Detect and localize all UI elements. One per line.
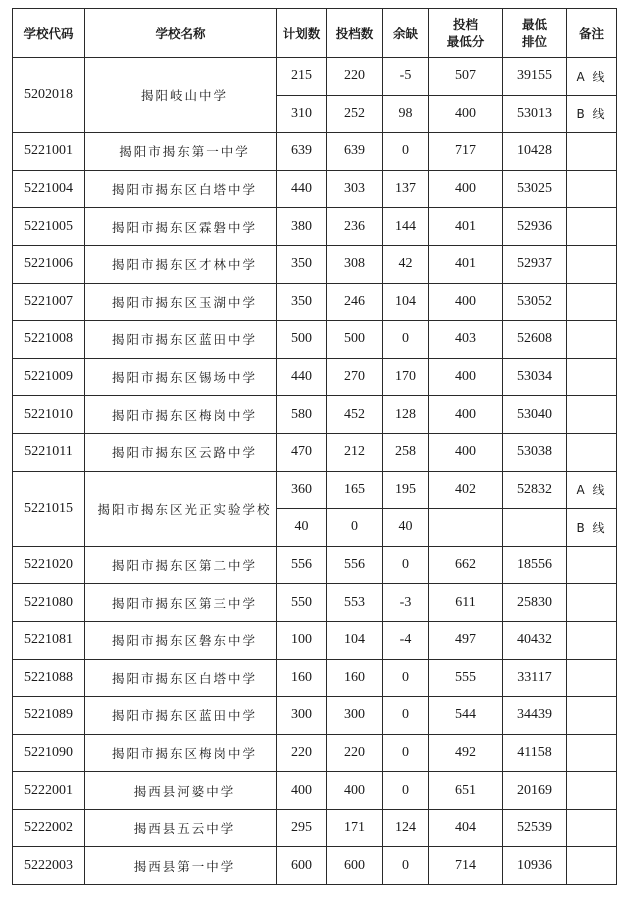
cell-remaining: 0 xyxy=(383,734,429,772)
cell-min-score: 651 xyxy=(429,772,503,810)
cell-min-rank: 52608 xyxy=(503,321,567,359)
cell-note: A 线 xyxy=(567,58,617,96)
table-row xyxy=(13,133,617,171)
cell-min-rank: 52832 xyxy=(503,471,567,509)
cell-min-rank xyxy=(503,509,567,547)
cell-school-name: 揭阳市揭东区梅岗中学 xyxy=(85,734,277,772)
cell-min-rank: 20169 xyxy=(503,772,567,810)
cell-min-score: 404 xyxy=(429,809,503,847)
cell-admitted-count: 600 xyxy=(327,847,383,885)
cell-note xyxy=(567,584,617,622)
cell-plan-count: 350 xyxy=(277,245,327,283)
cell-school-name: 揭阳市揭东第一中学 xyxy=(85,133,277,171)
cell-plan-count: 500 xyxy=(277,321,327,359)
cell-plan-count: 300 xyxy=(277,697,327,735)
cell-remaining: 137 xyxy=(383,170,429,208)
cell-min-score: 717 xyxy=(429,133,503,171)
cell-school-name: 揭阳岐山中学 xyxy=(85,58,277,133)
cell-remaining: 104 xyxy=(383,283,429,321)
cell-min-rank: 52937 xyxy=(503,245,567,283)
cell-min-score: 611 xyxy=(429,584,503,622)
cell-school-code: 5221015 xyxy=(13,471,85,546)
cell-remaining: 42 xyxy=(383,245,429,283)
cell-note xyxy=(567,396,617,434)
cell-school-code: 5221081 xyxy=(13,621,85,659)
cell-note xyxy=(567,697,617,735)
cell-plan-count: 440 xyxy=(277,358,327,396)
table-row xyxy=(13,170,617,208)
cell-admitted-count: 303 xyxy=(327,170,383,208)
cell-remaining: 0 xyxy=(383,133,429,171)
table-row xyxy=(13,396,617,434)
cell-note: B 线 xyxy=(567,509,617,547)
cell-remaining: 0 xyxy=(383,772,429,810)
cell-admitted-count: 308 xyxy=(327,245,383,283)
cell-admitted-count: 220 xyxy=(327,58,383,96)
cell-min-score: 400 xyxy=(429,433,503,471)
table-row xyxy=(13,734,617,772)
header-min-rank-line2: 排位 xyxy=(521,34,547,49)
cell-note: A 线 xyxy=(567,471,617,509)
cell-remaining: 0 xyxy=(383,659,429,697)
cell-min-score: 497 xyxy=(429,621,503,659)
cell-admitted-count: 0 xyxy=(327,509,383,547)
cell-admitted-count: 556 xyxy=(327,546,383,584)
cell-plan-count: 440 xyxy=(277,170,327,208)
header-admitted-count: 投档数 xyxy=(327,9,383,58)
cell-note xyxy=(567,734,617,772)
table-row xyxy=(13,809,617,847)
header-min-rank xyxy=(503,9,567,58)
cell-admitted-count: 246 xyxy=(327,283,383,321)
header-school-name: 学校名称 xyxy=(85,9,277,58)
cell-plan-count: 580 xyxy=(277,396,327,434)
header-remaining: 余缺 xyxy=(383,9,429,58)
cell-remaining: 0 xyxy=(383,847,429,885)
cell-plan-count: 220 xyxy=(277,734,327,772)
cell-note xyxy=(567,621,617,659)
cell-min-score: 401 xyxy=(429,208,503,246)
cell-plan-count: 40 xyxy=(277,509,327,547)
cell-admitted-count: 270 xyxy=(327,358,383,396)
cell-min-rank: 10936 xyxy=(503,847,567,885)
cell-remaining: 40 xyxy=(383,509,429,547)
cell-admitted-count: 236 xyxy=(327,208,383,246)
table-row xyxy=(13,283,617,321)
cell-school-code: 5221011 xyxy=(13,433,85,471)
cell-note xyxy=(567,809,617,847)
cell-school-code: 5221004 xyxy=(13,170,85,208)
cell-note xyxy=(567,546,617,584)
cell-remaining: 128 xyxy=(383,396,429,434)
cell-min-rank: 40432 xyxy=(503,621,567,659)
cell-school-name: 揭阳市揭东区第二中学 xyxy=(85,546,277,584)
cell-plan-count: 556 xyxy=(277,546,327,584)
cell-min-rank: 18556 xyxy=(503,546,567,584)
admission-table xyxy=(12,8,617,885)
cell-min-rank: 53040 xyxy=(503,396,567,434)
cell-min-rank: 33117 xyxy=(503,659,567,697)
cell-school-name: 揭西县第一中学 xyxy=(85,847,277,885)
cell-admitted-count: 300 xyxy=(327,697,383,735)
cell-remaining: -3 xyxy=(383,584,429,622)
cell-note xyxy=(567,847,617,885)
cell-min-rank: 53052 xyxy=(503,283,567,321)
cell-note xyxy=(567,321,617,359)
table-row xyxy=(13,208,617,246)
cell-plan-count: 470 xyxy=(277,433,327,471)
header-min-rank-line1: 最低 xyxy=(521,17,547,32)
cell-remaining: 258 xyxy=(383,433,429,471)
table-header xyxy=(13,9,617,58)
cell-min-rank: 10428 xyxy=(503,133,567,171)
cell-plan-count: 215 xyxy=(277,58,327,96)
cell-plan-count: 310 xyxy=(277,95,327,133)
cell-plan-count: 600 xyxy=(277,847,327,885)
cell-plan-count: 350 xyxy=(277,283,327,321)
cell-school-code: 5221009 xyxy=(13,358,85,396)
cell-note xyxy=(567,283,617,321)
cell-school-code: 5222002 xyxy=(13,809,85,847)
table-row xyxy=(13,584,617,622)
table-row xyxy=(13,697,617,735)
cell-school-code: 5221089 xyxy=(13,697,85,735)
table-row xyxy=(13,471,617,509)
cell-school-code: 5221010 xyxy=(13,396,85,434)
header-note: 备注 xyxy=(567,9,617,58)
cell-school-name: 揭阳市揭东区白塔中学 xyxy=(85,659,277,697)
cell-admitted-count: 220 xyxy=(327,734,383,772)
cell-remaining: 98 xyxy=(383,95,429,133)
cell-min-rank: 53034 xyxy=(503,358,567,396)
cell-min-score: 400 xyxy=(429,396,503,434)
cell-school-code: 5221006 xyxy=(13,245,85,283)
cell-school-name: 揭阳市揭东区云路中学 xyxy=(85,433,277,471)
cell-min-rank: 52539 xyxy=(503,809,567,847)
header-min-score-line2: 最低分 xyxy=(446,34,485,49)
cell-min-score: 400 xyxy=(429,95,503,133)
cell-admitted-count: 639 xyxy=(327,133,383,171)
cell-school-code: 5222003 xyxy=(13,847,85,885)
cell-note xyxy=(567,433,617,471)
cell-school-code: 5221005 xyxy=(13,208,85,246)
table-row xyxy=(13,58,617,96)
cell-school-code: 5221020 xyxy=(13,546,85,584)
cell-remaining: 0 xyxy=(383,321,429,359)
cell-school-name: 揭阳市揭东区梅岗中学 xyxy=(85,396,277,434)
table-row xyxy=(13,659,617,697)
cell-admitted-count: 104 xyxy=(327,621,383,659)
cell-note xyxy=(567,208,617,246)
cell-plan-count: 100 xyxy=(277,621,327,659)
cell-school-code: 5221088 xyxy=(13,659,85,697)
header-plan-count: 计划数 xyxy=(277,9,327,58)
cell-min-score: 400 xyxy=(429,170,503,208)
cell-min-score: 544 xyxy=(429,697,503,735)
cell-admitted-count: 171 xyxy=(327,809,383,847)
cell-admitted-count: 160 xyxy=(327,659,383,697)
cell-min-rank: 41158 xyxy=(503,734,567,772)
cell-school-name: 揭阳市揭东区白塔中学 xyxy=(85,170,277,208)
cell-min-score: 400 xyxy=(429,283,503,321)
cell-admitted-count: 452 xyxy=(327,396,383,434)
cell-school-name: 揭西县河婆中学 xyxy=(85,772,277,810)
header-row xyxy=(13,9,617,58)
cell-plan-count: 360 xyxy=(277,471,327,509)
table-row xyxy=(13,621,617,659)
cell-school-name: 揭西县五云中学 xyxy=(85,809,277,847)
cell-min-score: 662 xyxy=(429,546,503,584)
cell-remaining: 124 xyxy=(383,809,429,847)
cell-min-rank: 39155 xyxy=(503,58,567,96)
cell-note xyxy=(567,133,617,171)
header-min-score-line1: 投档 xyxy=(452,17,478,32)
cell-note xyxy=(567,659,617,697)
cell-school-code: 5222001 xyxy=(13,772,85,810)
cell-school-name: 揭阳市揭东区蓝田中学 xyxy=(85,697,277,735)
cell-note xyxy=(567,170,617,208)
cell-min-rank: 52936 xyxy=(503,208,567,246)
cell-school-name: 揭阳市揭东区第三中学 xyxy=(85,584,277,622)
cell-plan-count: 295 xyxy=(277,809,327,847)
cell-min-score: 555 xyxy=(429,659,503,697)
cell-plan-count: 380 xyxy=(277,208,327,246)
cell-school-code: 5221090 xyxy=(13,734,85,772)
cell-admitted-count: 553 xyxy=(327,584,383,622)
cell-min-score: 402 xyxy=(429,471,503,509)
cell-min-rank: 53013 xyxy=(503,95,567,133)
cell-school-name: 揭阳市揭东区玉湖中学 xyxy=(85,283,277,321)
cell-min-score xyxy=(429,509,503,547)
table-row xyxy=(13,847,617,885)
cell-remaining: 195 xyxy=(383,471,429,509)
cell-note xyxy=(567,772,617,810)
cell-school-code: 5221080 xyxy=(13,584,85,622)
cell-plan-count: 550 xyxy=(277,584,327,622)
cell-min-score: 507 xyxy=(429,58,503,96)
cell-remaining: 144 xyxy=(383,208,429,246)
cell-school-code: 5202018 xyxy=(13,58,85,133)
cell-min-score: 492 xyxy=(429,734,503,772)
cell-admitted-count: 252 xyxy=(327,95,383,133)
cell-plan-count: 160 xyxy=(277,659,327,697)
cell-min-rank: 53025 xyxy=(503,170,567,208)
cell-min-score: 401 xyxy=(429,245,503,283)
cell-school-code: 5221001 xyxy=(13,133,85,171)
cell-admitted-count: 500 xyxy=(327,321,383,359)
cell-school-code: 5221007 xyxy=(13,283,85,321)
cell-school-code: 5221008 xyxy=(13,321,85,359)
header-school-code: 学校代码 xyxy=(13,9,85,58)
cell-note: B 线 xyxy=(567,95,617,133)
cell-school-name: 揭阳市揭东区锡场中学 xyxy=(85,358,277,396)
cell-remaining: -4 xyxy=(383,621,429,659)
cell-remaining: -5 xyxy=(383,58,429,96)
cell-plan-count: 400 xyxy=(277,772,327,810)
cell-school-name: 揭阳市揭东区光正实验学校 xyxy=(85,471,277,546)
cell-school-name: 揭阳市揭东区磐东中学 xyxy=(85,621,277,659)
cell-school-name: 揭阳市揭东区霖磐中学 xyxy=(85,208,277,246)
cell-min-score: 403 xyxy=(429,321,503,359)
table-row xyxy=(13,358,617,396)
cell-min-score: 714 xyxy=(429,847,503,885)
table-row xyxy=(13,433,617,471)
table-row xyxy=(13,321,617,359)
cell-min-rank: 53038 xyxy=(503,433,567,471)
cell-admitted-count: 400 xyxy=(327,772,383,810)
table-row xyxy=(13,245,617,283)
cell-admitted-count: 212 xyxy=(327,433,383,471)
cell-note xyxy=(567,245,617,283)
cell-admitted-count: 165 xyxy=(327,471,383,509)
cell-remaining: 170 xyxy=(383,358,429,396)
header-min-score xyxy=(429,9,503,58)
cell-remaining: 0 xyxy=(383,697,429,735)
cell-min-rank: 25830 xyxy=(503,584,567,622)
cell-school-name: 揭阳市揭东区才林中学 xyxy=(85,245,277,283)
cell-remaining: 0 xyxy=(383,546,429,584)
cell-note xyxy=(567,358,617,396)
cell-min-rank: 34439 xyxy=(503,697,567,735)
cell-min-score: 400 xyxy=(429,358,503,396)
cell-school-name: 揭阳市揭东区蓝田中学 xyxy=(85,321,277,359)
table-row xyxy=(13,772,617,810)
cell-plan-count: 639 xyxy=(277,133,327,171)
table-row xyxy=(13,546,617,584)
table-body xyxy=(13,58,617,885)
